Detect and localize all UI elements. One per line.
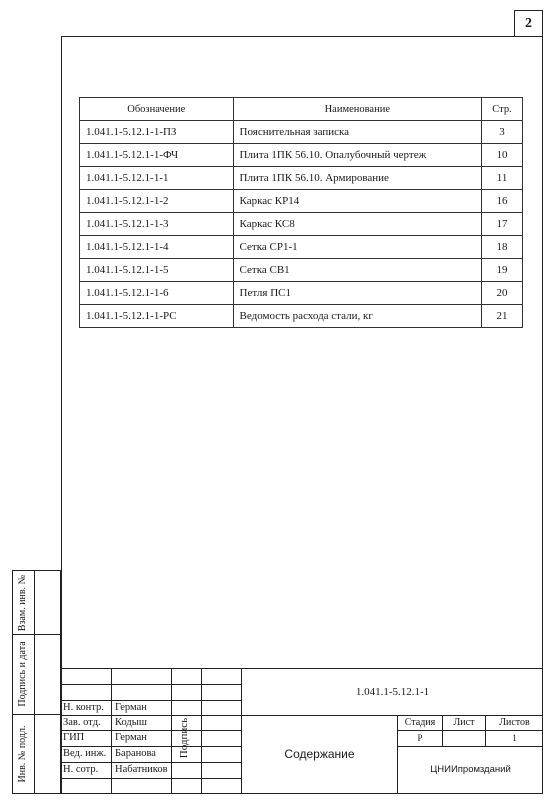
row-page: 16 xyxy=(482,190,523,213)
table-row xyxy=(80,236,523,259)
role-person: Герман xyxy=(115,702,147,713)
signature-label: Подпись xyxy=(178,717,190,759)
table-row xyxy=(80,167,523,190)
side-value-strip xyxy=(35,570,61,794)
row-designation: 1.041.1-5.12.1-1-5 xyxy=(80,259,234,282)
row-page: 20 xyxy=(482,282,523,305)
row-designation: 1.041.1-5.12.1-1-1 xyxy=(80,167,234,190)
table-row xyxy=(80,282,523,305)
row-name: Каркас КС8 xyxy=(233,213,482,236)
role-label: ГИП xyxy=(63,732,85,743)
row-page: 11 xyxy=(482,167,523,190)
row-page: 3 xyxy=(482,121,523,144)
contents-header-row xyxy=(80,98,523,121)
row-page: 17 xyxy=(482,213,523,236)
stage-value: Р xyxy=(417,733,423,743)
table-row xyxy=(80,259,523,282)
side-label-vzam-inv: Взам. инв. № xyxy=(17,574,28,632)
role-label: Зав. отд. xyxy=(63,717,101,728)
row-page: 19 xyxy=(482,259,523,282)
stage-label: Стадия xyxy=(404,717,436,728)
row-name: Сетка СР1-1 xyxy=(233,236,482,259)
row-designation: 1.041.1-5.12.1-1-6 xyxy=(80,282,234,305)
row-name: Ведомость расхода стали, кг xyxy=(233,305,482,328)
row-name: Петля ПС1 xyxy=(233,282,482,305)
role-label: Н. сотр. xyxy=(63,764,99,775)
row-page: 10 xyxy=(482,144,523,167)
role-person: Герман xyxy=(115,732,147,743)
header-designation: Обозначение xyxy=(80,98,234,121)
row-designation: 1.041.1-5.12.1-1-ПЗ xyxy=(80,121,234,144)
row-name: Плита 1ПК 56.10. Опалубочный чертеж xyxy=(233,144,482,167)
organization-name: ЦНИИпромзданий xyxy=(430,764,511,775)
document-designation: 1.041.1-5.12.1-1 xyxy=(355,686,430,698)
table-row xyxy=(80,190,523,213)
role-person: Баранова xyxy=(115,748,156,759)
side-label-inv-podl: Инв. № подл. xyxy=(17,725,28,783)
row-name: Сетка СВ1 xyxy=(233,259,482,282)
role-person: Кодыш xyxy=(115,717,147,728)
sheet-number: 2 xyxy=(514,10,543,37)
header-name: Наименование xyxy=(233,98,482,121)
row-name: Пояснительная записка xyxy=(233,121,482,144)
row-designation: 1.041.1-5.12.1-1-3 xyxy=(80,213,234,236)
row-designation: 1.041.1-5.12.1-1-4 xyxy=(80,236,234,259)
role-label: Вед. инж. xyxy=(63,748,107,759)
row-designation: 1.041.1-5.12.1-1-ФЧ xyxy=(80,144,234,167)
header-page: Стр. xyxy=(482,98,523,121)
contents-table xyxy=(79,97,523,328)
sheets-value: 1 xyxy=(512,733,517,743)
table-row xyxy=(80,121,523,144)
role-label: Н. контр. xyxy=(63,702,104,713)
row-designation: 1.041.1-5.12.1-1-2 xyxy=(80,190,234,213)
table-row xyxy=(80,213,523,236)
sheet-title: Содержание xyxy=(284,747,355,761)
sheet-label: Лист xyxy=(453,717,475,728)
table-row xyxy=(80,305,523,328)
title-block xyxy=(61,668,543,794)
row-designation: 1.041.1-5.12.1-1-РС xyxy=(80,305,234,328)
sheets-label: Листов xyxy=(499,717,530,728)
table-row xyxy=(80,144,523,167)
row-page: 18 xyxy=(482,236,523,259)
row-name: Каркас КР14 xyxy=(233,190,482,213)
side-label-podpis-data: Подпись и дата xyxy=(17,641,28,707)
role-person: Набатников xyxy=(115,764,168,775)
row-page: 21 xyxy=(482,305,523,328)
row-name: Плита 1ПК 56.10. Армирование xyxy=(233,167,482,190)
